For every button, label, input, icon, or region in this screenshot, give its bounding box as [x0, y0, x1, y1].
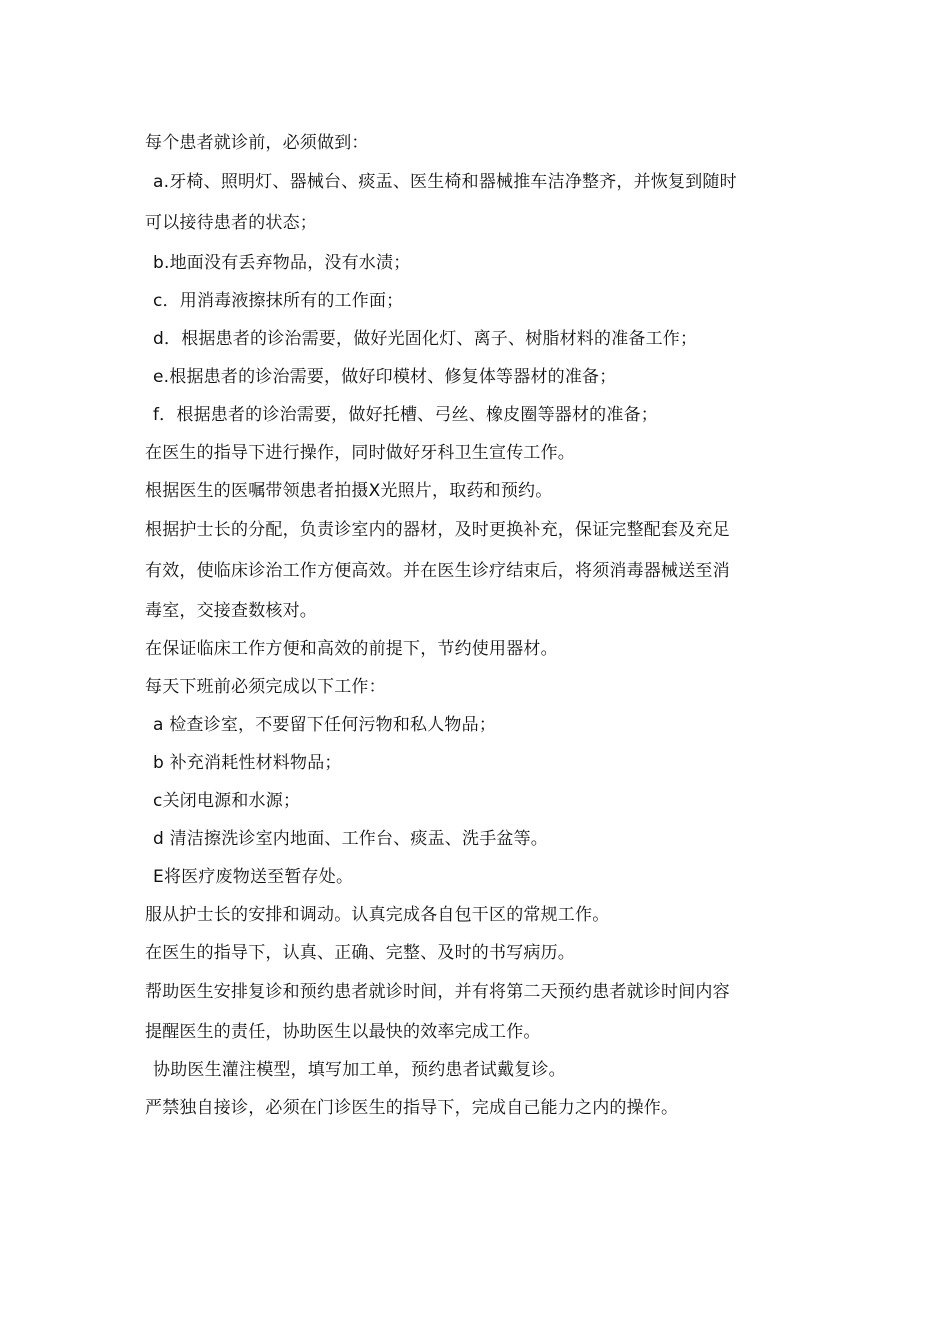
daily-item-b: b 补充消耗性材料物品；	[153, 753, 342, 773]
paragraph-line: 帮助医生安排复诊和预约患者就诊时间，并有将第二天预约患者就诊时间内容	[145, 982, 730, 1002]
paragraph-line: 在医生的指导下进行操作，同时做好牙科卫生宣传工作。	[145, 443, 575, 463]
daily-item-d: d 清洁擦洗诊室内地面、工作台、痰盂、洗手盆等。	[153, 829, 548, 849]
daily-item-a: a 检查诊室，不要留下任何污物和私人物品；	[153, 715, 497, 735]
list-item-a-cont: 可以接待患者的状态；	[145, 213, 317, 233]
daily-item-e: E将医疗废物送至暂存处。	[153, 867, 354, 887]
paragraph-line: 服从护士长的安排和调动。认真完成各自包干区的常规工作。	[145, 905, 610, 925]
daily-heading: 每天下班前必须完成以下工作：	[145, 677, 386, 697]
paragraph-line: 在医生的指导下，认真、正确、完整、及时的书写病历。	[145, 943, 575, 963]
list-item-c: c．用消毒液擦抹所有的工作面；	[153, 291, 404, 311]
paragraph-line: 协助医生灌注模型，填写加工单，预约患者试戴复诊。	[153, 1060, 566, 1080]
list-item-a: a.牙椅、照明灯、器械台、痰盂、医生椅和器械推车洁净整齐，并恢复到随时	[153, 172, 737, 192]
paragraph-line: 有效，使临床诊治工作方便高效。并在医生诊疗结束后，将须消毒器械送至消	[145, 561, 730, 581]
paragraph-line: 根据医生的医嘱带领患者拍摄Ⅹ光照片，取药和预约。	[145, 481, 553, 501]
document-body	[145, 124, 825, 1127]
list-item-b: b.地面没有丢弃物品，没有水渍；	[153, 253, 411, 273]
intro-heading: 每个患者就诊前，必须做到：	[145, 133, 369, 153]
paragraph-line: 根据护士长的分配，负责诊室内的器材，及时更换补充，保证完整配套及充足	[145, 520, 730, 540]
paragraph-line: 在保证临床工作方便和高效的前提下，节约使用器材。	[145, 639, 558, 659]
paragraph-line: 毒室，交接查数核对。	[145, 601, 317, 621]
daily-item-c: c关闭电源和水源；	[153, 791, 301, 811]
list-item-f: f．根据患者的诊治需要，做好托槽、弓丝、橡皮圈等器材的准备；	[153, 405, 658, 425]
list-item-e: e.根据患者的诊治需要，做好印模材、修复体等器材的准备；	[153, 367, 617, 387]
paragraph-line: 提醒医生的责任，协助医生以最快的效率完成工作。	[145, 1022, 541, 1042]
paragraph-line: 严禁独自接诊，必须在门诊医生的指导下，完成自己能力之内的操作。	[145, 1098, 679, 1118]
list-item-d: d．根据患者的诊治需要，做好光固化灯、离子、树脂材料的准备工作；	[153, 329, 698, 349]
